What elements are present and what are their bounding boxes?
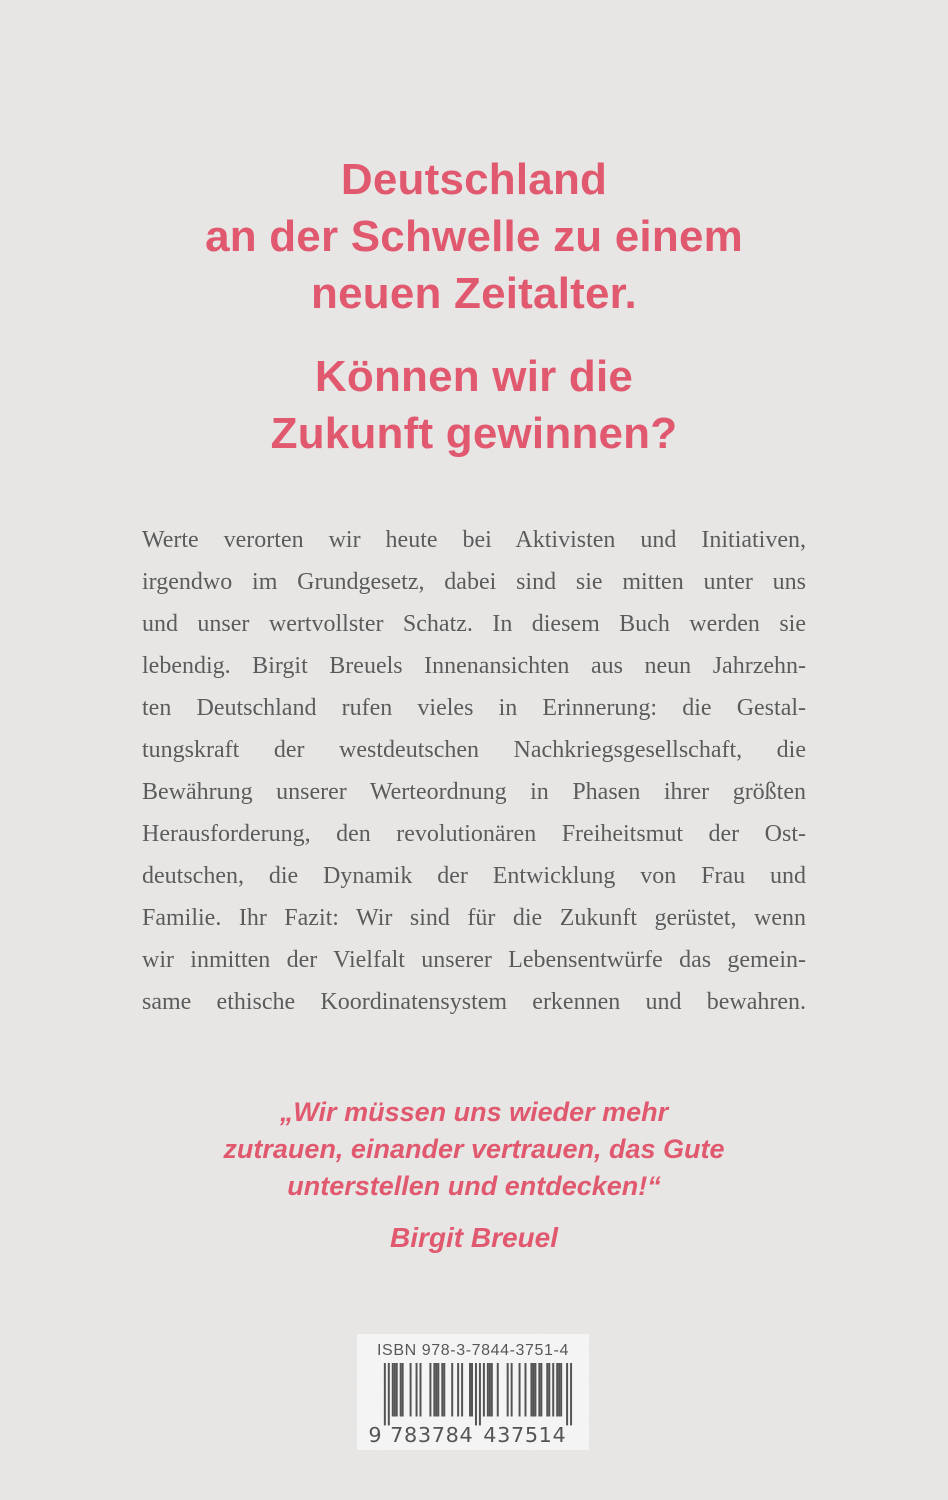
svg-text:5: 5 <box>524 1423 539 1447</box>
blurb-line: irgendwo im Grundgesetz, dabei sind sie mitten unter uns <box>142 569 806 595</box>
pull-quote <box>0 1094 948 1205</box>
blurb-line: Herausforderung, den revolutionären Freiheitsmut der Ost- <box>142 821 806 847</box>
headline-line: Können wir die <box>314 352 634 401</box>
quote-line: zutrauen, einander vertrauen, das Gute <box>223 1134 725 1164</box>
isbn-label: ISBN 978-3-7844-3751-4 <box>377 1342 569 1359</box>
quote-line: unterstellen und entdecken!“ <box>287 1171 661 1201</box>
blurb-line: Familie. Ihr Fazit: Wir sind für die Zukunft gerüstet, wenn <box>142 905 806 931</box>
headline-line: Deutschland <box>340 155 608 204</box>
blurb-line: ten Deutschland rufen vieles in Erinnerung: die Gestal- <box>142 695 806 721</box>
quote-author: Birgit Breuel <box>389 1222 559 1253</box>
blurb-line: lebendig. Birgit Breuels Innenansichten aus neun Jahrzehn- <box>142 653 806 679</box>
svg-text:4: 4 <box>459 1423 473 1447</box>
headline-line: an der Schwelle zu einem <box>205 212 743 261</box>
svg-text:7: 7 <box>431 1423 445 1447</box>
svg-text:7: 7 <box>510 1423 525 1447</box>
blurb-paragraph <box>142 519 806 1023</box>
headline-question <box>0 348 948 462</box>
svg-text:4: 4 <box>552 1423 566 1447</box>
svg-text:3: 3 <box>417 1423 432 1447</box>
svg-text:1: 1 <box>538 1423 552 1447</box>
svg-text:9: 9 <box>368 1423 382 1447</box>
headline-statement <box>0 151 948 322</box>
blurb-line: und unser wertvollster Schatz. In diesem Buch werden sie <box>142 611 806 637</box>
blurb-line: wir inmitten der Vielfalt unserer Lebensentwürfe das gemein- <box>142 947 806 973</box>
headline-line: Zukunft gewinnen? <box>270 409 678 458</box>
blurb-line: same ethische Koordinatensystem erkennen und bewahren. <box>142 989 806 1015</box>
svg-text:4: 4 <box>483 1423 497 1447</box>
svg-text:3: 3 <box>497 1423 511 1447</box>
ean-barcode-icon <box>368 1363 578 1446</box>
blurb-line: Werte verorten wir heute bei Aktivisten und Initiativen, <box>142 527 806 553</box>
svg-text:8: 8 <box>403 1423 418 1447</box>
svg-text:7: 7 <box>390 1423 404 1447</box>
quote-line: „Wir müssen uns wieder mehr <box>279 1097 669 1127</box>
blurb-line: deutschen, die Dynamik der Entwicklung von Frau und <box>142 863 806 889</box>
blurb-line: tungskraft der westdeutschen Nachkriegsgesellschaft, die <box>142 737 806 763</box>
barcode-panel <box>357 1334 589 1450</box>
headline-line: neuen Zeitalter. <box>311 269 637 318</box>
svg-text:8: 8 <box>445 1423 459 1447</box>
blurb-line: Bewährung unserer Werteordnung in Phasen ihrer größten <box>142 779 806 805</box>
